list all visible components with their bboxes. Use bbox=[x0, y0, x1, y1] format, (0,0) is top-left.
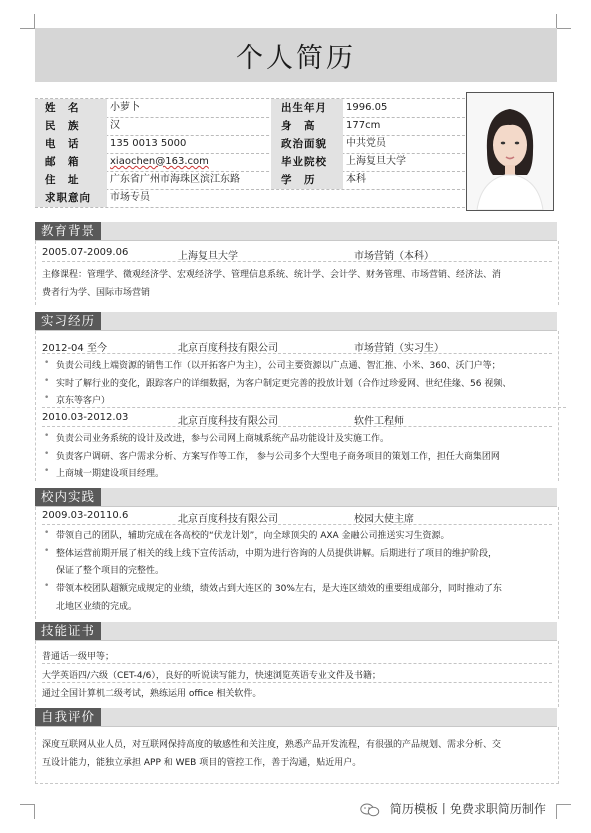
section-title: 实习经历 bbox=[35, 312, 101, 330]
info-row bbox=[35, 117, 465, 136]
info-label: 毕业院校 bbox=[271, 153, 343, 171]
portrait-illustration bbox=[467, 93, 553, 210]
info-value: 广东省广州市海珠区滨江东路 bbox=[110, 174, 240, 185]
resume-title: 个人简历 bbox=[35, 28, 557, 82]
info-row bbox=[35, 153, 465, 172]
campus-role: 校园大使主席 bbox=[354, 514, 414, 525]
section-title: 技能证书 bbox=[35, 622, 101, 640]
job-company: 北京百度科技有限公司 bbox=[178, 416, 278, 427]
section-header-self bbox=[35, 708, 557, 727]
campus-point: 北地区业绩的完成。 bbox=[56, 602, 138, 612]
section-title: 自我评价 bbox=[35, 708, 101, 726]
info-label: 身 高 bbox=[271, 117, 343, 135]
campus-section bbox=[35, 507, 559, 619]
job-point: • 负责公司业务系统的设计及改进，参与公司网上商城系统产品功能设计及实施工作。 bbox=[42, 431, 389, 444]
info-row bbox=[35, 189, 465, 208]
section-header-campus bbox=[35, 488, 557, 507]
crop-mark-bottom-right bbox=[556, 804, 571, 819]
job-point: • 上商城一期建设项目经理。 bbox=[42, 466, 164, 479]
info-row bbox=[35, 135, 465, 154]
job-point: • 京东等客户） bbox=[42, 393, 566, 408]
section-header-skills bbox=[35, 622, 557, 641]
info-row bbox=[35, 99, 465, 118]
info-value: 市场专员 bbox=[110, 192, 150, 203]
info-value: 135 0013 5000 bbox=[110, 138, 187, 149]
info-label: 求职意向 bbox=[35, 189, 107, 207]
email-value: xiaochen@163.com bbox=[110, 156, 209, 167]
info-value: 上海复旦大学 bbox=[346, 156, 406, 167]
info-label: 出生年月 bbox=[271, 99, 343, 117]
job-entry bbox=[42, 412, 552, 427]
campus-point: • 整体运营前期开展了相关的线上线下宣传活动，中期为进行咨询的人员提供讲解。后期进行了项目的维护阶段， bbox=[42, 546, 497, 559]
crop-mark-bottom-left bbox=[20, 804, 35, 819]
skill-line: 通过全国计算机二级考试，熟练运用 office 相关软件。 bbox=[42, 689, 262, 699]
crop-mark-top-right bbox=[556, 14, 571, 29]
watermark-text: 简历模板丨免费求职简历制作 bbox=[389, 802, 546, 816]
info-label: 学 历 bbox=[271, 171, 343, 189]
job-point: • 负责公司线上端资源的销售工作（以开拓客户为主），公司主要资源以广点通、智汇推、小米、360、沃门户等； bbox=[42, 358, 501, 371]
personal-info-table bbox=[35, 98, 465, 204]
info-value: 小萝卜 bbox=[110, 102, 140, 113]
portrait-photo bbox=[466, 92, 554, 211]
skill-line: 普通话一级甲等； bbox=[42, 649, 552, 664]
internship-section bbox=[35, 331, 559, 481]
job-period: 2010.03-2012.03 bbox=[42, 412, 129, 423]
info-label: 住 址 bbox=[35, 171, 107, 189]
self-evaluation-section bbox=[35, 727, 559, 784]
education-courses: 主修课程：管理学、微观经济学、宏观经济学、管理信息系统、统计学、会计学、财务管理、市场营销、经济法、消 bbox=[42, 270, 502, 280]
info-label: 民 族 bbox=[35, 117, 107, 135]
info-value: 177cm bbox=[346, 120, 381, 131]
job-period: 2012-04 至今 bbox=[42, 343, 107, 354]
campus-point: 保证了整个项目的完整性。 bbox=[56, 566, 165, 576]
section-header-internship bbox=[35, 312, 557, 331]
crop-mark-top-left bbox=[20, 14, 35, 29]
job-company: 北京百度科技有限公司 bbox=[178, 343, 278, 354]
info-label: 电 话 bbox=[35, 135, 107, 153]
campus-company: 北京百度科技有限公司 bbox=[178, 514, 278, 525]
education-school: 上海复旦大学 bbox=[178, 251, 238, 262]
info-value: 中共党员 bbox=[346, 138, 386, 149]
self-line: 互设计能力，能独立承担 APP 和 WEB 项目的管控工作，善于沟通，贴近用户。 bbox=[42, 758, 362, 768]
info-row bbox=[35, 171, 465, 190]
watermark-footer bbox=[360, 800, 546, 817]
job-entry bbox=[42, 339, 552, 354]
campus-point: • 带领本校团队超额完成规定的业绩，绩效占到大连区的 30%左右，是大连区绩效的重要组成部分，同时推动了东 bbox=[42, 581, 502, 594]
education-period: 2005.07-2009.06 bbox=[42, 247, 129, 258]
wechat-icon bbox=[360, 803, 380, 817]
education-courses: 费者行为学、国际市场营销 bbox=[42, 288, 151, 298]
resume-document bbox=[35, 28, 557, 798]
info-label: 姓 名 bbox=[35, 99, 107, 117]
campus-period: 2009.03-20110.6 bbox=[42, 510, 129, 521]
job-point: • 负责客户调研、客户需求分析、方案写作等工作， 参与公司多个大型电子商务项目的策划工作，担任大商集团网 bbox=[42, 449, 500, 462]
section-title: 校内实践 bbox=[35, 488, 101, 506]
job-role: 市场营销（实习生） bbox=[354, 343, 444, 354]
campus-point: • 带领自己的团队，辅助完成在各高校的“伏龙计划”，向全球顶尖的 AXA 金融公司推送实习生资源。 bbox=[42, 528, 450, 541]
info-value: 汉 bbox=[110, 120, 120, 131]
education-section bbox=[35, 241, 559, 305]
info-label: 邮 箱 bbox=[35, 153, 107, 171]
education-entry bbox=[42, 247, 552, 262]
job-point: • 实时了解行业的变化，跟踪客户的详细数据，为客户制定更完善的投放计划（合作过珍爱网、世纪佳缘、56 视频、 bbox=[42, 376, 511, 389]
section-header-education bbox=[35, 222, 557, 241]
skills-section bbox=[35, 641, 559, 707]
education-major: 市场营销（本科） bbox=[354, 251, 434, 262]
info-label: 政治面貌 bbox=[271, 135, 343, 153]
info-value: 本科 bbox=[346, 174, 366, 185]
campus-entry bbox=[42, 510, 552, 525]
section-title: 教育背景 bbox=[35, 222, 101, 240]
skill-line: 大学英语四/六级（CET-4/6），良好的听说读写能力，快速浏览英语专业文件及书籍； bbox=[42, 668, 552, 683]
info-value: 1996.05 bbox=[346, 102, 388, 113]
self-line: 深度互联网从业人员，对互联网保持高度的敏感性和关注度，熟悉产品开发流程，有很强的产品规划、需求分析、交 bbox=[42, 740, 502, 750]
job-role: 软件工程师 bbox=[354, 416, 404, 427]
